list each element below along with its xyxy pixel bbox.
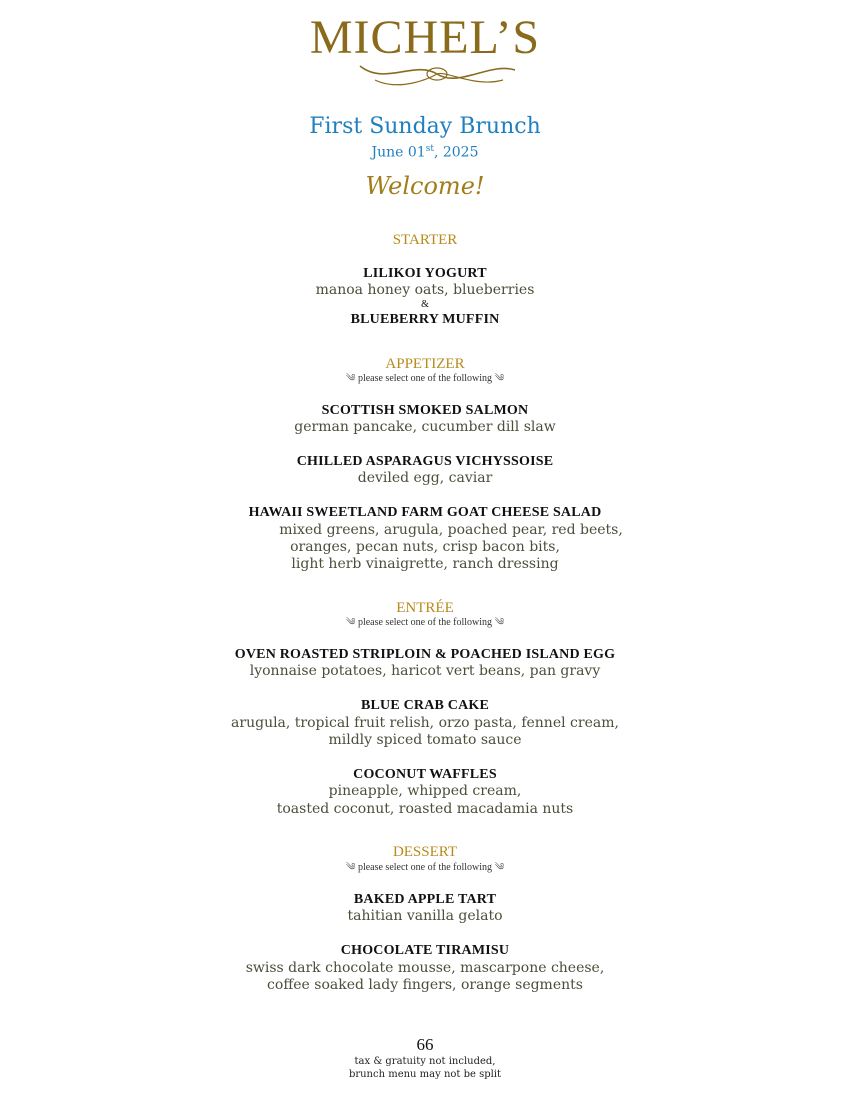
selection-note-text: please select one of the following [357,862,493,873]
menu-price: 66 [416,1035,434,1054]
selection-note [0,862,850,874]
dish-name: COCONUT WAFFLES [353,767,497,782]
dish-description: coffee soaked lady fingers, orange segments [267,977,583,993]
welcome-heading: Welcome! [365,172,485,200]
dish-name: SCOTTISH SMOKED SALMON [321,403,529,418]
restaurant-logo: MICHEL’S [309,11,541,64]
dish-description: mildly spiced tomato sauce [328,732,522,748]
date-suffix: , 2025 [433,144,479,161]
dish-description: swiss dark chocolate mousse, mascarpone cheese, [245,960,605,976]
dish-description: mixed greens, arugula, poached pear, red beets, [279,522,623,538]
dish-name: BLUEBERRY MUFFIN [350,312,500,327]
dish-name: BAKED APPLE TART [353,892,497,907]
ornament-left-icon: ༄ [345,617,356,628]
date-ordinal: st [425,144,434,154]
ornament-right-icon: ༄ [494,617,505,628]
section-heading-entree: ENTRÉE [396,600,454,616]
section-heading-appetizer: APPETIZER [385,356,465,372]
dish-description: manoa honey oats, blueberries [315,282,535,298]
logo-flourish-icon [355,58,520,90]
dish-description: pineapple, whipped cream, [328,783,522,799]
section-heading-dessert: DESSERT [392,844,458,860]
dish-description: deviled egg, caviar [357,470,493,486]
dish-description: arugula, tropical fruit relish, orzo pasta, fennel cream, [231,715,619,731]
ornament-left-icon: ༄ [345,862,356,873]
dish-description: lyonnaise potatoes, haricot vert beans, pan gravy [249,663,601,679]
dish-name: LILIKOI YOGURT [363,266,487,281]
fine-print: brunch menu may not be split [348,1069,502,1080]
ornament-left-icon: ༄ [345,373,356,384]
fine-print: tax & gratuity not included, [354,1056,496,1067]
section-heading-starter: STARTER [392,232,458,248]
event-date [0,140,850,162]
ornament-right-icon: ༄ [494,373,505,384]
dish-name: HAWAII SWEETLAND FARM GOAT CHEESE SALAD [248,505,602,520]
dish-name: BLUE CRAB CAKE [360,698,490,713]
dish-name: CHOCOLATE TIRAMISU [340,943,510,958]
dish-name: OVEN ROASTED STRIPLOIN & POACHED ISLAND EGG [234,647,616,662]
dish-description: tahitian vanilla gelato [347,908,503,924]
dish-description: oranges, pecan nuts, crisp bacon bits, [290,539,560,555]
ampersand: & [421,299,429,310]
dish-name: CHILLED ASPARAGUS VICHYSSOISE [296,454,554,469]
dish-description: toasted coconut, roasted macadamia nuts [276,801,574,817]
selection-note-text: please select one of the following [357,373,493,384]
dish-description: german pancake, cucumber dill slaw [294,419,556,435]
event-title: First Sunday Brunch [309,114,541,139]
ornament-right-icon: ༄ [494,862,505,873]
selection-note [0,617,850,629]
selection-note-text: please select one of the following [357,617,493,628]
date-prefix: June 01 [371,144,426,161]
selection-note [0,373,850,385]
dish-description: light herb vinaigrette, ranch dressing [291,556,559,572]
